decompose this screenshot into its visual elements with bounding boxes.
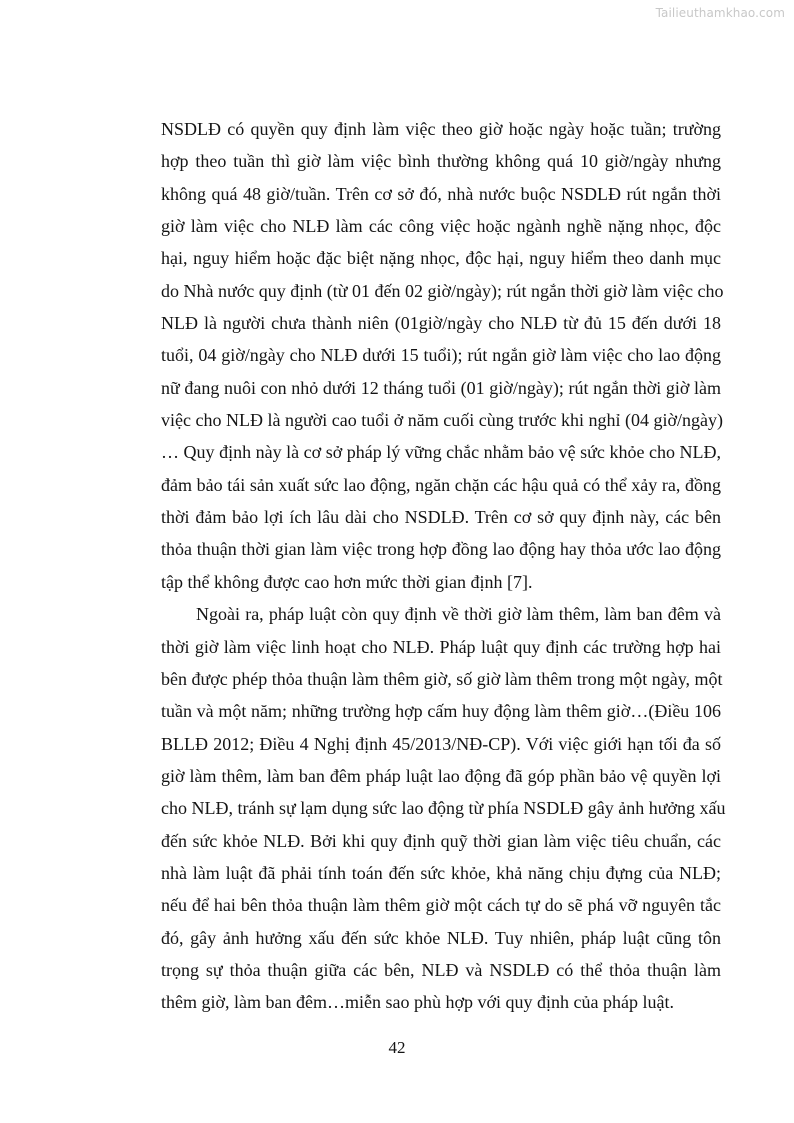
text-line: do Nhà nước quy định (từ 01 đến 02 giờ/ngày); rút ngắn thời giờ làm việc cho	[161, 280, 724, 301]
text-line: giờ làm việc cho NLĐ làm các công việc hoặc ngành nghề nặng nhọc, độc	[161, 216, 721, 237]
text-line: nếu để hai bên thỏa thuận làm thêm giờ một cách tự do sẽ phá vỡ nguyên tắc	[161, 895, 721, 916]
text-line: tuổi, 04 giờ/ngày cho NLĐ dưới 15 tuổi); rút ngắn giờ làm việc cho lao động	[161, 345, 721, 366]
paragraph-1	[161, 113, 724, 598]
text-line: bên được phép thỏa thuận làm thêm giờ, số giờ làm thêm trong một ngày, một	[161, 668, 723, 689]
page-body	[161, 113, 726, 1019]
text-line: hợp theo tuần thì giờ làm việc bình thường không quá 10 giờ/ngày nhưng	[161, 151, 721, 172]
text-line: Ngoài ra, pháp luật còn quy định về thời giờ làm thêm, làm ban đêm và	[196, 604, 721, 625]
text-line: NLĐ là người chưa thành niên (01giờ/ngày cho NLĐ từ đủ 15 đến dưới 18	[161, 313, 721, 334]
text-line: giờ làm thêm, làm ban đêm pháp luật lao động đã góp phần bảo vệ quyền lợi	[161, 765, 721, 786]
watermark: Tailieuthamkhao.com	[655, 6, 785, 20]
text-line: trọng sự thỏa thuận giữa các bên, NLĐ và NSDLĐ có thể thỏa thuận làm	[161, 959, 721, 980]
page-number: 42	[388, 1038, 406, 1057]
text-line: nữ đang nuôi con nhỏ dưới 12 tháng tuổi (01 giờ/ngày); rút ngắn thời giờ làm	[161, 377, 721, 398]
text-line: việc cho NLĐ là người cao tuổi ở năm cuối cùng trước khi nghỉ (04 giờ/ngày)	[161, 410, 723, 431]
text-line: đảm bảo tái sản xuất sức lao động, ngăn chặn các hậu quả có thể xảy ra, đồng	[161, 474, 721, 495]
text-line: BLLĐ 2012; Điều 4 Nghị định 45/2013/NĐ-CP). Với việc giới hạn tối đa số	[161, 733, 721, 754]
text-line: thời giờ làm việc linh hoạt cho NLĐ. Pháp luật quy định các trường hợp hai	[161, 636, 721, 657]
text-line: hại, nguy hiểm hoặc đặc biệt nặng nhọc, độc hại, nguy hiểm theo danh mục	[161, 248, 721, 269]
text-line: tập thể không được cao hơn mức thời gian định [7].	[161, 571, 533, 592]
text-line: tuần và một năm; những trường hợp cấm huy động làm thêm giờ…(Điều 106	[161, 701, 721, 722]
text-line: đó, gây ảnh hưởng xấu đến sức khỏe NLĐ. Tuy nhiên, pháp luật cũng tôn	[161, 927, 721, 948]
text-line: đến sức khỏe NLĐ. Bởi khi quy định quỹ thời gian làm việc tiêu chuẩn, các	[161, 830, 721, 851]
text-line: NSDLĐ có quyền quy định làm việc theo giờ hoặc ngày hoặc tuần; trường	[161, 119, 721, 139]
paragraph-2	[161, 598, 726, 1018]
text-line: không quá 48 giờ/tuần. Trên cơ sở đó, nhà nước buộc NSDLĐ rút ngắn thời	[161, 183, 721, 204]
text-line: thêm giờ, làm ban đêm…miễn sao phù hợp với quy định của pháp luật.	[161, 992, 674, 1013]
text-line: cho NLĐ, tránh sự lạm dụng sức lao động từ phía NSDLĐ gây ảnh hưởng xấu	[161, 798, 726, 819]
text-line: thỏa thuận thời gian làm việc trong hợp đồng lao động hay thỏa ước lao động	[161, 539, 721, 560]
text-line: … Quy định này là cơ sở pháp lý vững chắc nhằm bảo vệ sức khỏe cho NLĐ,	[161, 442, 721, 463]
text-line: nhà làm luật đã phải tính toán đến sức khỏe, khả năng chịu đựng của NLĐ;	[161, 862, 721, 883]
text-line: thời đảm bảo lợi ích lâu dài cho NSDLĐ. Trên cơ sở quy định này, các bên	[161, 507, 721, 528]
